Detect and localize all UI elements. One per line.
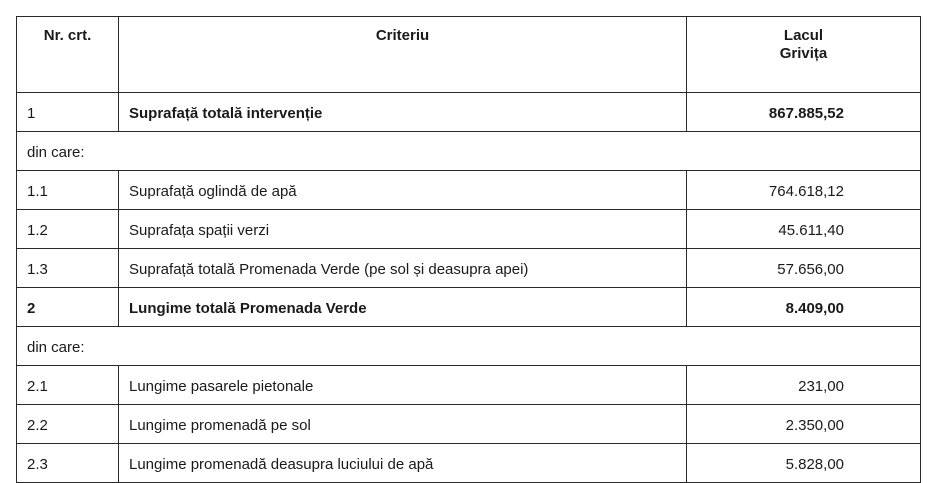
row-nr: 2.3	[17, 444, 119, 483]
table-subheader-row	[17, 132, 921, 171]
table-row	[17, 288, 921, 327]
table-row	[17, 366, 921, 405]
row-criteriu: Lungime totală Promenada Verde	[119, 288, 687, 327]
row-value: 867.885,52	[687, 93, 921, 132]
header-lacul-grivita	[687, 17, 921, 93]
row-criteriu: Lungime promenadă pe sol	[119, 405, 687, 444]
table-row	[17, 249, 921, 288]
header-lacul-line1: Lacul	[783, 27, 824, 44]
row-criteriu: Lungime pasarele pietonale	[119, 366, 687, 405]
row-value: 5.828,00	[687, 444, 921, 483]
header-nr-crt: Nr. crt.	[17, 17, 119, 93]
row-value: 57.656,00	[687, 249, 921, 288]
table-header-row	[17, 17, 921, 93]
header-criteriu: Criteriu	[119, 17, 687, 93]
row-criteriu: Suprafață totală intervenție	[119, 93, 687, 132]
row-nr: 1.3	[17, 249, 119, 288]
row-value: 231,00	[687, 366, 921, 405]
row-criteriu: Suprafață oglindă de apă	[119, 171, 687, 210]
row-nr: 1.1	[17, 171, 119, 210]
table-row	[17, 444, 921, 483]
header-lacul-line2: Grivița	[779, 45, 828, 62]
row-criteriu: Suprafață totală Promenada Verde (pe sol și deasupra apei)	[119, 249, 687, 288]
table-subheader-row	[17, 327, 921, 366]
row-nr: 2.2	[17, 405, 119, 444]
table-row	[17, 171, 921, 210]
row-criteriu: Suprafața spații verzi	[119, 210, 687, 249]
criteria-table	[16, 16, 921, 483]
row-value: 8.409,00	[687, 288, 921, 327]
row-nr: 2	[17, 288, 119, 327]
row-din-care: din care:	[17, 327, 921, 366]
table-row	[17, 405, 921, 444]
row-value: 764.618,12	[687, 171, 921, 210]
row-value: 45.611,40	[687, 210, 921, 249]
row-value: 2.350,00	[687, 405, 921, 444]
row-din-care: din care:	[17, 132, 921, 171]
row-nr: 1.2	[17, 210, 119, 249]
row-criteriu: Lungime promenadă deasupra luciului de apă	[119, 444, 687, 483]
row-nr: 2.1	[17, 366, 119, 405]
row-nr: 1	[17, 93, 119, 132]
table-row	[17, 210, 921, 249]
table-row	[17, 93, 921, 132]
